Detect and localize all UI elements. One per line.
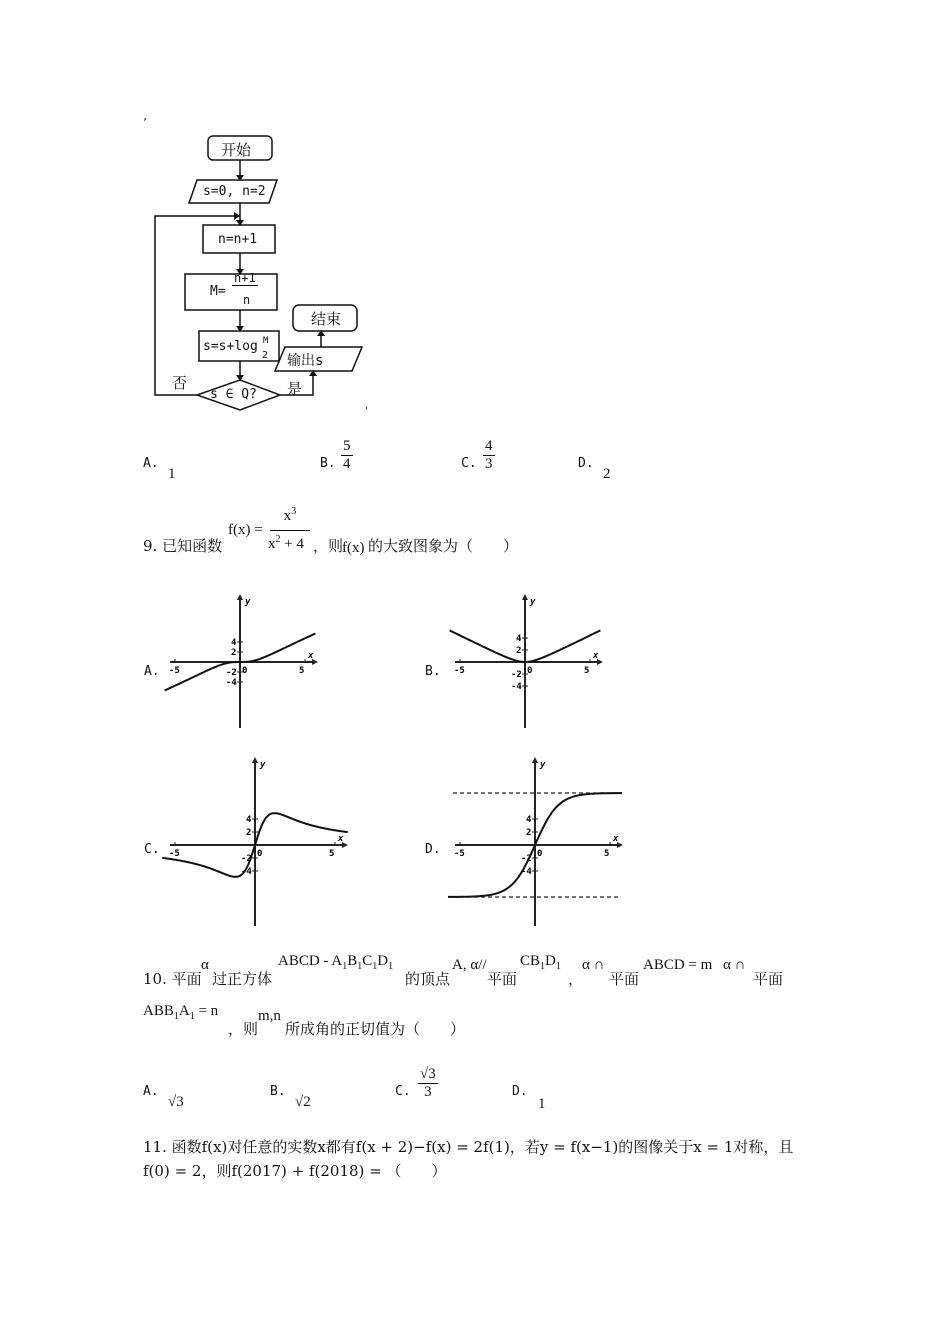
q10-alpha: α [201, 957, 209, 973]
y-tick-label: 4 [231, 638, 237, 648]
q10-option-b-value: √2 [295, 1094, 311, 1110]
q10-option-c-label: C. [395, 1084, 411, 1099]
q9-prefix: 9. 已知函数 [143, 537, 223, 555]
x-tick-label: 0 [242, 666, 248, 676]
y-arrow [237, 594, 243, 600]
y-tick-label: -4 [521, 867, 532, 877]
y-axis-label: y [540, 760, 546, 770]
q10-option-c-frac: $\frac{√3}{3}$ [420, 1066, 436, 1100]
flow-m-lhs: M= [210, 284, 226, 299]
x-axis-label: x [593, 651, 599, 661]
q9-fx: f(x) = [228, 522, 263, 538]
y-tick-label: -4 [511, 682, 522, 692]
y-arrow [252, 757, 258, 763]
q10-option-a-value: √3 [168, 1094, 184, 1110]
x-tick-label: 0 [537, 849, 543, 859]
flow-output-label: 输出s [287, 353, 324, 369]
flow-s-label: s=s+log [203, 339, 258, 354]
y-axis-label: y [530, 597, 536, 607]
y-tick-label: -2 [521, 854, 532, 864]
q11-line1: 11. 函数f(x)对任意的实数x都有f(x + 2)−f(x) = 2f(1)，若y = f(x−1)的图像关于x = 1对称，且 [143, 1138, 794, 1156]
x-tick-label: -5 [454, 849, 465, 859]
q10-option-d-label: D. [512, 1084, 528, 1099]
flow-init-label: s=0, n=2 [203, 184, 266, 199]
q10-p5: 平面 [609, 970, 640, 988]
flow-yes-label: 是 [287, 380, 303, 398]
q8-option-c-label: C. [461, 456, 477, 471]
q11-line2: f(0) = 2，则f(2017) + f(2018) = （ ） [143, 1162, 447, 1180]
q10-cap2: α ∩ [723, 957, 746, 973]
y-tick-label: 2 [526, 828, 532, 838]
q10-p4: 平面 [487, 970, 518, 988]
y-tick-label: -4 [226, 678, 237, 688]
q10-eq1: ABCD = m [643, 957, 713, 973]
graph-b [445, 592, 605, 732]
y-arrow [532, 757, 538, 763]
q10-p2: 过正方体 [212, 970, 273, 988]
y-axis-label: y [245, 597, 251, 607]
y-tick-label: 2 [516, 646, 522, 656]
flow-end-label: 结束 [311, 310, 342, 328]
q10-option-a-label: A. [143, 1084, 159, 1099]
x-tick-label: 0 [257, 849, 263, 859]
x-tick-label: 0 [527, 666, 533, 676]
flow-s-sup: M [263, 336, 269, 346]
graph-c-label: C. [144, 842, 160, 857]
flow-no-label: 否 [172, 374, 188, 392]
q8-option-d-value: 2 [603, 466, 611, 482]
q10-cube: ABCD - $A_1B_1C_1D_1$ [278, 953, 394, 972]
q10-cond1: A, α// [452, 957, 487, 973]
graph-a-label: A. [144, 664, 160, 679]
q9-middle: ，则 [313, 537, 344, 555]
x-tick-label: 5 [584, 666, 590, 676]
q9-fx2: f(x) [342, 540, 365, 556]
x-tick-label: 5 [299, 666, 305, 676]
x-tick-label: -5 [169, 666, 180, 676]
q10-then: ，则 [228, 1020, 259, 1038]
q8-option-a-value: 1 [168, 466, 176, 482]
y-tick-label: -2 [241, 854, 252, 864]
y-tick-label: -4 [241, 867, 252, 877]
flow-m-box [185, 274, 277, 310]
q8-option-b-label: B. [320, 456, 336, 471]
flow-m-num: n+1 [234, 271, 256, 285]
q10-plane1: $CB_1D_1$ [520, 953, 561, 972]
q10-p6: 平面 [753, 970, 784, 988]
flow-m-den: n [243, 293, 251, 307]
q10-option-b-label: B. [270, 1084, 286, 1099]
q10-mn: m,n [258, 1008, 281, 1024]
y-tick-label: 4 [246, 815, 252, 825]
q8-option-a-label: A. [143, 456, 159, 471]
x-tick-label: 5 [604, 849, 610, 859]
x-axis-label: x [613, 834, 619, 844]
q10-comma: ， [568, 970, 584, 988]
graph-b-label: B. [425, 664, 441, 679]
y-tick-label: -2 [226, 668, 237, 678]
q9-denominator: $x^2 + 4$ [268, 534, 304, 552]
y-tick-label: -2 [511, 670, 522, 680]
graph-d [445, 755, 625, 930]
x-axis-label: x [338, 834, 344, 844]
q10-p7: 所成角的正切值为（ ） [285, 1020, 466, 1038]
x-axis-label: x [308, 651, 314, 661]
x-tick-label: 5 [329, 849, 335, 859]
q8-option-c-frac: $\frac{4}{3}$ [485, 438, 493, 472]
q8-option-d-label: D. [578, 456, 594, 471]
y-axis-label: y [260, 760, 266, 770]
q10-cap1: α ∩ [582, 957, 605, 973]
q10-p1: 10. 平面 [143, 970, 202, 988]
q10-option-d-value: 1 [538, 1096, 546, 1112]
y-tick-label: 2 [231, 648, 237, 658]
x-tick-label: -5 [169, 849, 180, 859]
graph-a [160, 592, 320, 732]
q9-suffix: 的大致图象为（ ） [368, 537, 519, 555]
x-tick-label: -5 [454, 666, 465, 676]
corner-mark: ˌ [365, 397, 369, 411]
flow-start-label: 开始 [221, 141, 252, 159]
q10-eq2: $ABB_1A_1 = n$ [143, 1003, 219, 1022]
flow-condition-label: s ∈ Q? [210, 387, 257, 402]
q10-p3: 的顶点 [405, 970, 451, 988]
flow-step-label: n=n+1 [218, 232, 258, 247]
y-tick-label: 2 [246, 828, 252, 838]
q8-option-b-frac: $\frac{5}{4}$ [343, 438, 351, 472]
y-arrow [522, 594, 528, 600]
graph-c [160, 755, 350, 930]
graph-d-label: D. [425, 842, 441, 857]
q9-numerator: $x^3$ [270, 506, 310, 531]
stray-mark: ’ [143, 116, 147, 130]
y-tick-label: 4 [526, 815, 532, 825]
y-tick-label: 4 [516, 634, 522, 644]
flow-s-sub: 2 [262, 350, 269, 361]
